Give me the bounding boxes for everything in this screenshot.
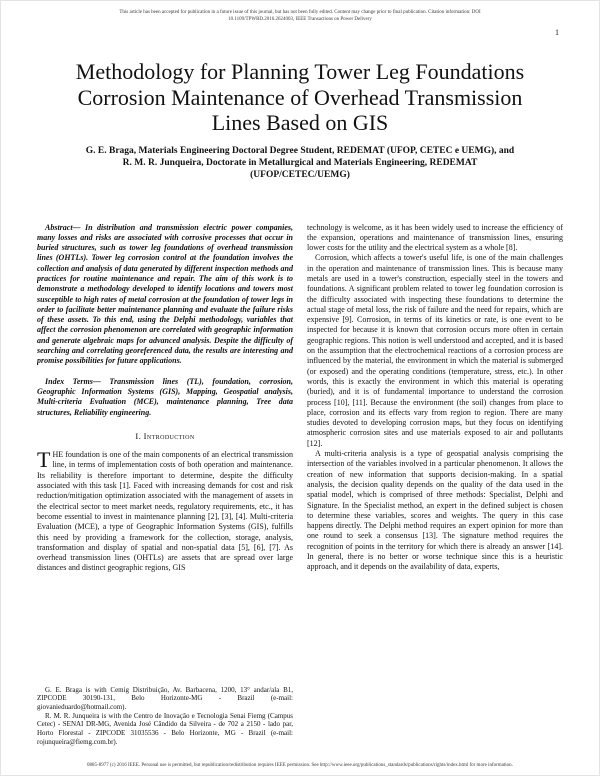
abstract-text: In distribution and transmission electric power companies, many losses and risks are associated with corrosive processes that occur in buried structures, such as tower leg foundations of overhead transmission lines (OHTLs). Tower leg corrosion control at the foundation involves the collection and analysis of data generated by different inspection methods and practices for routine maintenance and repair. The aim of this work is to demonstrate a methodology developed to identify locations and towers most susceptible to high rates of metal corrosion at the foundation of tower legs in order to facilitate better maintenance planning and evaluate the failure risks of these assets. To this end, using the Delphi methodology, variables that affect the corrosion phenomenon are correlated with geographic information and generate algebraic maps for advanced analysis. Despite the difficulty of searching and correlating georeferenced data, the results are interesting and promise possibilities for future applications. [37,222,293,366]
left-column [37,223,293,747]
abstract-label: Abstract— [45,222,81,232]
intro-paragraph [37,447,293,574]
index-terms-label: Index Terms— [45,376,101,386]
page-number: 1 [555,28,559,37]
body-paragraph-3: A multi-criteria analysis is a type of geospatial analysis comprising the intersection of the variables involved in a particular phenomenon. It allows the creation of new information that supports decision-making. In a spatial analysis, the decision quality depends on the quality of the data used in the spatial model, which is comprised of three methods: Specialist, Delphi and Signature. In the Specialist method, an expert in the defined subject is chosen to determine these variables, scores and weights. The query in this case happens directly. The Delphi method requires an expert opinion for more than one round to seek a consensus [13]. The signature method requires the recognition of points in the territory for which there is already an answer [14]. In general, there is no better or worse technique since this is a heuristic approach, and it depends on the availability of data, experts, [307,449,563,572]
index-terms-text: Transmission lines (TL), foundation, corrosion, Geographic Information Systems (GIS), Mapping, Geospatial analysis, Multi-criteria Evaluation (MCE), maintenance planning, Tree data structures, Reliability engineering. [37,376,293,417]
acceptance-notice: This article has been accepted for publication in a future issue of this journal, but has not been fully edited. Content may change prior to final publication. Citation information: DOI 10.1109/TPWRD.2016.2624003, IEEE Transactions on Power Delivery [119,10,481,22]
paper-title: Methodology for Planning Tower Leg Foundations Corrosion Maintenance of Overhead Transmission Lines Based on GIS [75,59,525,135]
two-column-body [37,223,563,747]
index-terms-section [37,377,293,418]
copyright-notice: 0885-8977 (c) 2016 IEEE. Personal use is permitted, but republication/redistribution requires IEEE permission. See http://www.ieee.org/publications_standards/publications/rights/index.html for more information. [87,763,513,768]
author-footnotes [37,676,293,747]
footnote-author-1: G. E. Braga is with Cemig Distribuição, Av. Barbacena, 1200, 13° andar/ala B1, ZIPCODE 30190-131, Belo Horizonte-MG - Brazil (e-mail: giovanieduardo@hotmail.com). [37,685,293,711]
body-paragraph-2: Corrosion, which affects a tower's useful life, is one of the main challenges in the operation and maintenance of transmission lines. This is because many metals are used in a tower's construction, especially steel in the towers and foundations. A significant problem related to tower leg foundation corrosion is the difficulty associated with inspecting these foundations to determine the actual stage of metal loss, the risk of failure and the need for repairs, which are expensive [9]. Corrosion, in terms of its kinetics or rate, is one event to be inspected for because it is known that corrosion occurs more often in certain geographic regions. This notion is well understood and accepted, and it is based on the assumption that the electrochemical reactions of a corrosion process are influenced by the material, the environment in which the material is submerged (or exposed) and the operating conditions (temperature, stress, etc.). In other words, this is exactly the environment in which this material is operating (buried), and it is of fundamental importance to understand the corrosion process [10], [11]. Because the environment (the soil) changes from place to place, corrosion and its effects vary from region to region. There are many studies devoted to developing corrosion maps, but they focus on identifying atmospheric corrosion sites and use materials exposed to air and pollutants [12]. [307,253,563,448]
page-content [1,1,599,747]
body-paragraph-1: technology is welcome, as it has been widely used to increase the efficiency of the expansion, operations and maintenance of transmission lines, ensuring lower costs for the utility and the electrical system as a whole [8]. [307,222,563,253]
intro-lead-caps: HE [52,450,64,460]
right-column [307,223,563,747]
abstract-section [37,223,293,367]
author-line: G. E. Braga, Materials Engineering Doctoral Degree Student, REDEMAT (UFOP, CETEC e UEMG), and R. M. R. Junqueira, Doctorate in Metallurgical and Materials Engineering, REDEMAT (UFOP/CETEC/UEMG) [85,145,515,180]
drop-cap: T [37,447,51,473]
footnote-author-2: R. M. R. Junqueira is with the Centro de Inovação e Tecnologia Senai Fiemg (Campus Cetec) - SENAI DR-MG, Avenida José Cândido da Silveira - de 702 a 2150 - lado par, Horto Florestal - ZIPCODE 31035536 - Belo Horizonte, MG - Brazil (e-mail: rojunqueira@fiemg.com.br). [37,711,293,746]
section-heading-introduction: I. Introduction [135,430,195,441]
intro-text: foundation is one of the main components of an electrical transmission line, in terms of implementation costs of both operation and maintenance. Its reliability is therefore important to determine, despite the difficulty associated with this task [1]. Faced with increasing demands for cost and risk reduction/mitigation optimization associated with the management of assets in the electrical sector to meet market needs, regulatory requirements, etc., it has become essential to invest in maintenance planning [2], [3], [4]. Multi-criteria Evaluation (MCE), a type of Geographic Information Systems (GIS), fulfills this need by providing a framework for the collection, storage, analysis, transformation and display of spatial and non-spatial data [5], [6], [7]. As overhead transmission lines (OHTLs) are assets that are spread over large distances and distinct geographic regions, GIS [37,450,293,573]
